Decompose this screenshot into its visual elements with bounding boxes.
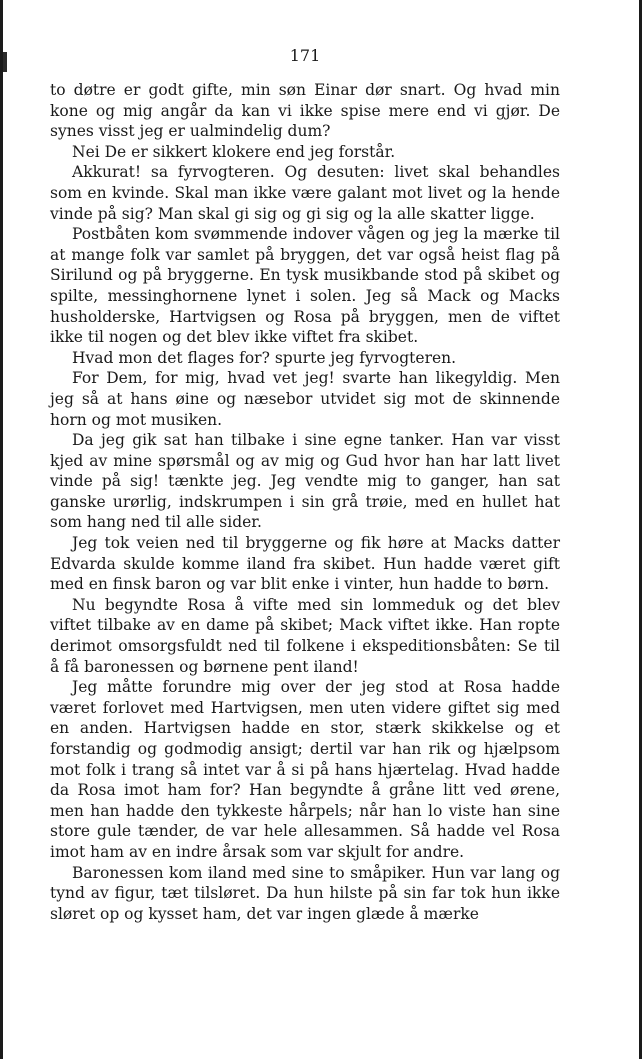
paragraph: Nei De er sikkert klokere end jeg forstår. xyxy=(72,142,396,161)
paragraph: For Dem, for mig, hvad vet jeg! svarte han likegyldig. Men jeg så at hans øine og næsebor utvidet sig mot de skinnende horn og mot musiken. xyxy=(50,369,560,429)
paragraph: Da jeg gik sat han tilbake i sine egne tanker. Han var visst kjed av mine spørsmål og av mig og Gud hvor han har latt livet vinde på sig! tænkte jeg. Jeg vendte mig to ganger, han sat ganske urørlig, indskrumpen i sin grå trøie, med en hullet hat som hang ned til alle sider. xyxy=(50,431,560,532)
page-number: 171 xyxy=(289,46,321,65)
paragraph: Jeg tok veien ned til bryggerne og fik høre at Macks datter Edvarda skulde komme iland fra skibet. Hun hadde været gift med en finsk baron og var blit enke i vinter, hun hadde to børn. xyxy=(50,534,560,594)
paragraph: Postbåten kom svømmende indover vågen og jeg la mærke til at mange folk var samlet på bryggen, det var også heist flag på Sirilund og på bryggerne. En tysk musikbande stod på skibet og spilte, messinghornene lynet i solen. Jeg så Mack og Macks husholderske, Hartvigsen og Rosa på bryggen, men de viftet ikke til nogen og det blev ikke viftet fra skibet. xyxy=(50,225,560,347)
body-text xyxy=(50,80,560,924)
paragraph: Baronessen kom iland med sine to småpiker. Hun var lang og tynd av figur, tæt tilsløret. Da hun hilste på sin far tok hun ikke sløret op og kysset ham, det var ingen glæde å mærke xyxy=(50,863,560,923)
page-edge xyxy=(0,0,3,1059)
paragraph: Akkurat! sa fyrvogteren. Og desuten: livet skal behandles som en kvinde. Skal man ikke være galant mot livet og la hende vinde på sig? Man skal gi sig og gi sig og la alle skatter ligge. xyxy=(50,163,560,223)
paragraph: Jeg måtte forundre mig over der jeg stod at Rosa hadde været forlovet med Hartvigsen, men uten videre giftet sig med en anden. Hartvigsen hadde en stor, stærk skikkelse og et forstandig og godmodig ansigt; dertil var han rik og hjælpsom mot folk i trang så intet var å si på hans hjærtelag. Hvad hadde da Rosa imot ham for? Han begyndte å gråne litt ved ørene, men han hadde den tykkeste hårpels; når han lo viste han sine store gule tænder, de var hele allesammen. Så hadde vel Rosa imot ham av en indre årsak som var skjult for andre. xyxy=(50,678,560,861)
paragraph: Hvad mon det flages for? spurte jeg fyrvogteren. xyxy=(72,348,457,367)
paragraph: Nu begyndte Rosa å vifte med sin lommeduk og det blev viftet tilbake av en dame på skibet; Mack viftet ikke. Han ropte derimot omsorgsfuldt ned til folkene i ekspeditionsbåten: Se til å få baronessen og børnene pent iland! xyxy=(50,595,560,676)
paragraph: to døtre er godt gifte, min søn Einar dør snart. Og hvad min kone og mig angår da kan vi ikke spise mere end vi gjør. De synes visst jeg er ualmindelig dum? xyxy=(50,81,560,141)
binding-mark xyxy=(3,52,7,72)
